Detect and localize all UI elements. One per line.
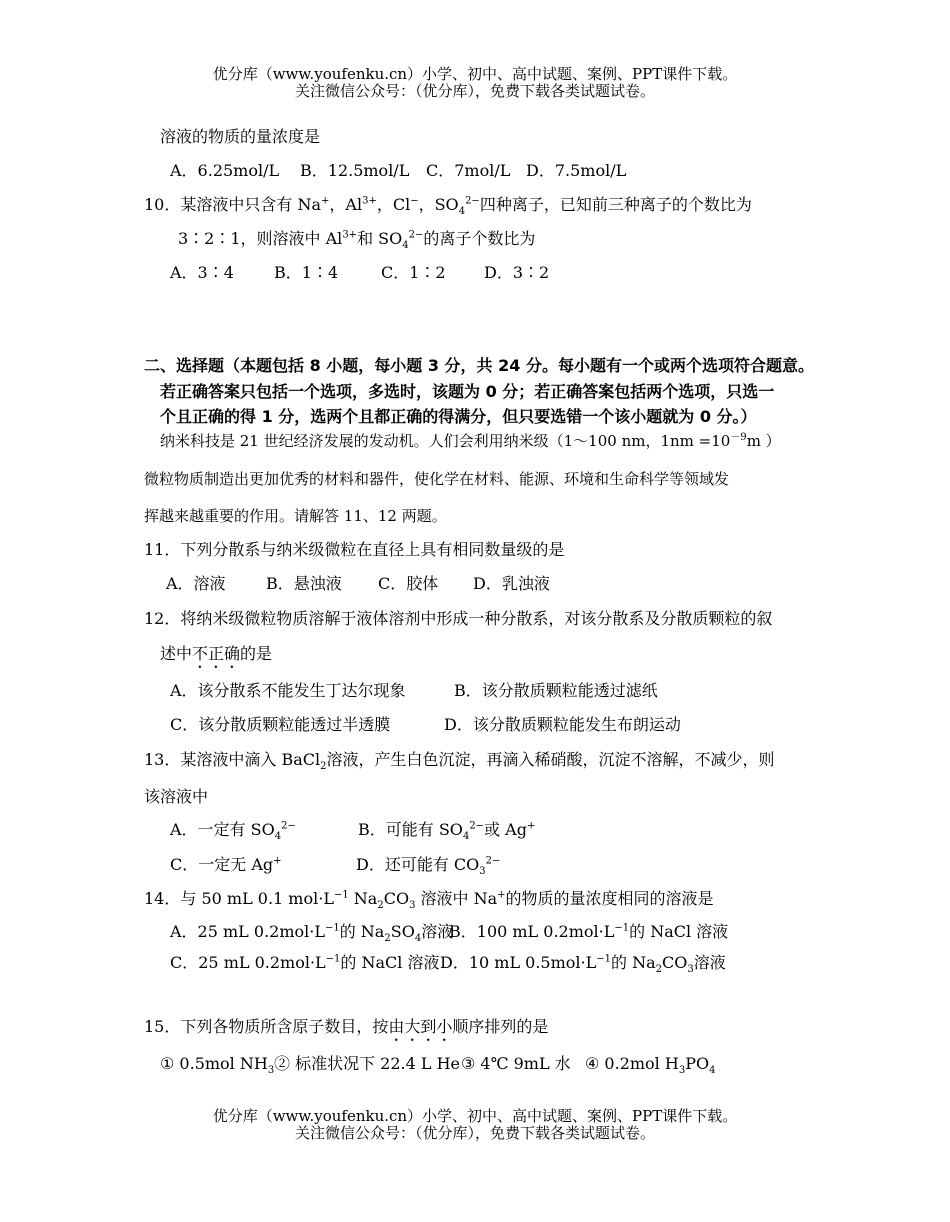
q10-stem: 10．某溶液中只含有 Na+，$Al^{3+}$，Cl−，$SO_4^{2-}$四种离子，已知前三种离子的个数比为 xyxy=(144,195,752,218)
emphasis-large-to-small: 由大到小 xyxy=(388,1017,453,1036)
q9-continuation: 溶液的物质的量浓度是 xyxy=(160,127,321,146)
q11-option-a: A．溶液 xyxy=(166,574,226,593)
q11-option-d: D．乳浊液 xyxy=(473,574,550,593)
q12-option-d: D．该分散质颗粒能发生布朗运动 xyxy=(444,715,681,734)
q14-option-b: B．100 mL $0.2mol\cdot L^{-1}$的 NaCl 溶液 xyxy=(449,922,729,941)
intro-line-1: 纳米科技是 21 世纪经济发展的发动机。人们会利用纳米级（1～100 nm，$1nm =10^{-9}m$ ） xyxy=(160,432,781,450)
intro-line-2: 微粒物质制造出更加优秀的材料和器件，使化学在材料、能源、环境和生命科学等领域发 xyxy=(144,470,730,488)
q12-stem: 12．将纳米级微粒物质溶解于液体溶剂中形成一种分散系，对该分散系及分散质颗粒的叙 xyxy=(144,609,773,628)
q11-option-b: B．悬浊液 xyxy=(266,574,342,593)
intro-line-3: 挥越来越重要的作用。请解答 11、12 两题。 xyxy=(144,507,447,525)
q13-options-row-2 xyxy=(170,855,501,878)
section-2-heading-line-2: 若正确答案只包括一个选项，多选时，该题为 0 分；若正确答案包括两个选项，只选一 xyxy=(160,382,775,401)
q14-options-row-1 xyxy=(170,922,729,945)
q9-option-c: C．7mol/L xyxy=(426,161,511,180)
q12-option-c: C．该分散质颗粒能透过半透膜 xyxy=(170,715,391,734)
q10-stem-continuation: 3∶2∶1，则溶液中 $Al^{3+}$和 $SO_4^{2-}$的离子个数比为 xyxy=(178,229,536,252)
q14-option-a: A．25 mL $0.2mol\cdot L^{-1}$的 $Na_2SO_4$溶液 xyxy=(170,922,454,945)
q10-option-d: D．3∶2 xyxy=(484,263,550,282)
q9-option-a: A．6.25mol/L xyxy=(170,161,280,180)
q13-stem-continuation: 该溶液中 xyxy=(144,787,209,806)
q13-option-b: B．可能有 $SO_4^{2-}$或 Ag+ xyxy=(358,820,536,843)
q13-stem: 13．某溶液中滴入 BaCl$_2$溶液，产生白色沉淀，再滴入稀硝酸，沉淀不溶解，不减少，则 xyxy=(144,750,775,773)
q10-option-a: A．3∶4 xyxy=(170,263,234,282)
q13-option-c: C．一定无 Ag+ xyxy=(170,855,282,874)
q14-option-d: D．10 mL $0.5mol\cdot L^{-1}$的 $Na_2CO_3$溶液 xyxy=(440,953,726,976)
q12-options-row-2 xyxy=(170,715,681,735)
q14-option-c: C．25 mL $0.2mol\cdot L^{-1}$的 NaCl 溶液 xyxy=(170,953,440,972)
footer-line-2: 关注微信公众号：（优分库），免费下载各类试题试卷。 xyxy=(294,1124,655,1142)
q15-items xyxy=(160,1054,716,1077)
footer-line-1: 优分库（www.youfenku.cn）小学、初中、高中试题、案例、PPT课件下载。 xyxy=(212,1107,738,1125)
q13-option-d: D．还可能有 $CO_3^{2-}$ xyxy=(356,855,501,878)
q10-options xyxy=(170,263,549,283)
page-footer xyxy=(0,1108,950,1142)
q10-option-b: B．1∶4 xyxy=(274,263,339,282)
q13-option-a: A．一定有 $SO_4^{2-}$ xyxy=(170,820,296,843)
section-2-heading-line-3: 个且正确的得 1 分，选两个且都正确的得满分，但只要选错一个该小题就为 0 分。） xyxy=(160,407,757,426)
q11-stem: 11．下列分散系与纳米级微粒在直径上具有相同数量级的是 xyxy=(144,540,565,559)
q12-option-b: B．该分散质颗粒能透过滤纸 xyxy=(454,681,658,700)
q11-option-c: C．胶体 xyxy=(378,574,439,593)
q15-stem: 15．下列各物质所含原子数目，按由大到小顺序排列的是 xyxy=(144,1017,549,1036)
q13-options-row-1 xyxy=(170,820,536,843)
q15-item-3: ③ 4℃ 9mL 水 xyxy=(461,1054,571,1073)
q9-option-b: B．12.5mol/L xyxy=(300,161,410,180)
section-2-heading-line-1: 二、选择题（本题包括 8 小题，每小题 3 分，共 24 分。每小题有一个或两个选项符合题意。 xyxy=(144,356,814,375)
page-header xyxy=(0,66,950,100)
header-line-1: 优分库（www.youfenku.cn）小学、初中、高中试题、案例、PPT课件下载。 xyxy=(212,65,738,83)
q12-option-a: A．该分散系不能发生丁达尔现象 xyxy=(170,681,406,700)
q14-stem: 14．与 50 mL 0.1 $mol\cdot L^{-1}$ $Na_2CO_3$ 溶液中 Na+的物质的量浓度相同的溶液是 xyxy=(144,889,714,912)
q12-options-row-1 xyxy=(170,681,658,701)
emphasis-not-correct: 不正确 xyxy=(192,644,241,663)
q15-item-2: ② 标准状况下 22.4 L He xyxy=(274,1054,461,1073)
q12-stem-continuation: 述中不正确的是 xyxy=(160,644,273,663)
q10-option-c: C．1∶2 xyxy=(381,263,446,282)
header-line-2: 关注微信公众号：（优分库），免费下载各类试题试卷。 xyxy=(294,82,655,100)
q15-item-4: ④ 0.2mol $H_3PO_4$ xyxy=(585,1054,716,1077)
q14-options-row-2 xyxy=(170,953,726,976)
q9-options xyxy=(170,161,626,181)
q9-option-d: D．7.5mol/L xyxy=(526,161,627,180)
q11-options xyxy=(166,574,550,594)
q15-item-1: ① 0.5mol $NH_3$ xyxy=(160,1054,275,1077)
